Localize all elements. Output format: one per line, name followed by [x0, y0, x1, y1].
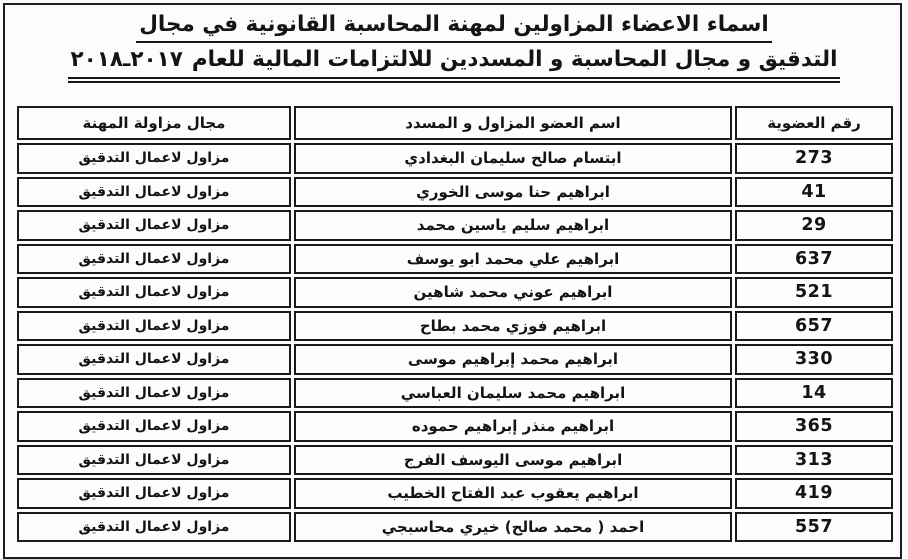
member-row — [17, 378, 893, 409]
member-name-cell: ابراهيم يعقوب عبد الفتاح الخطيب — [294, 478, 732, 509]
membership-number-cell: 273 — [735, 143, 893, 174]
member-row — [17, 210, 893, 241]
member-name-cell: ابراهيم محمد سليمان العباسي — [294, 378, 732, 409]
member-name-cell: ابتسام صالح سليمان البغدادي — [294, 143, 732, 174]
membership-number-cell: 313 — [735, 445, 893, 476]
membership-number-cell: 330 — [735, 344, 893, 375]
member-row — [17, 143, 893, 174]
practice-field-cell: مزاول لاعمال التدقيق — [17, 411, 291, 442]
title-line-2 — [68, 45, 841, 83]
document-title — [0, 8, 908, 83]
header-practice-field: مجال مزاولة المهنة — [17, 106, 291, 140]
header-row — [17, 106, 893, 140]
members-table — [14, 103, 896, 545]
member-row — [17, 445, 893, 476]
member-row — [17, 478, 893, 509]
member-name-cell: احمد ( محمد صالح) خيري محاسبجي — [294, 512, 732, 543]
member-name-cell: ابراهيم عوني محمد شاهين — [294, 277, 732, 308]
member-row — [17, 411, 893, 442]
practice-field-cell: مزاول لاعمال التدقيق — [17, 311, 291, 342]
member-row — [17, 344, 893, 375]
member-name-cell: ابراهيم منذر إبراهيم حموده — [294, 411, 732, 442]
member-row — [17, 512, 893, 543]
member-row — [17, 311, 893, 342]
membership-number-cell: 637 — [735, 244, 893, 275]
table-head — [17, 106, 893, 140]
practice-field-cell: مزاول لاعمال التدقيق — [17, 445, 291, 476]
member-name-cell: ابراهيم محمد إبراهيم موسى — [294, 344, 732, 375]
member-name-cell: ابراهيم حنا موسى الخوري — [294, 177, 732, 208]
member-name-cell: ابراهيم علي محمد ابو يوسف — [294, 244, 732, 275]
practice-field-cell: مزاول لاعمال التدقيق — [17, 210, 291, 241]
header-membership-number: رقم العضوية — [735, 106, 893, 140]
membership-number-cell: 365 — [735, 411, 893, 442]
membership-number-cell: 29 — [735, 210, 893, 241]
title-line-1: اسماء الاعضاء المزاولين لمهنة المحاسبة القانونية في مجال — [136, 10, 772, 43]
practice-field-cell: مزاول لاعمال التدقيق — [17, 478, 291, 509]
membership-number-cell: 419 — [735, 478, 893, 509]
practice-field-cell: مزاول لاعمال التدقيق — [17, 378, 291, 409]
title-line-1-row — [0, 8, 908, 43]
table-body — [17, 143, 893, 542]
membership-number-cell: 557 — [735, 512, 893, 543]
title-line-2-text: التدقيق و مجال المحاسبة و المسددين للالتزامات المالية للعام — [191, 47, 838, 72]
practice-field-cell: مزاول لاعمال التدقيق — [17, 277, 291, 308]
title-year-range: ٢٠١٧ـ٢٠١٨ — [70, 47, 183, 72]
member-name-cell: ابراهيم موسى اليوسف الفرج — [294, 445, 732, 476]
member-name-cell: ابراهيم فوزي محمد بطاح — [294, 311, 732, 342]
practice-field-cell: مزاول لاعمال التدقيق — [17, 143, 291, 174]
member-row — [17, 177, 893, 208]
header-member-name: اسم العضو المزاول و المسدد — [294, 106, 732, 140]
title-line-2-row — [0, 43, 908, 83]
practice-field-cell: مزاول لاعمال التدقيق — [17, 177, 291, 208]
practice-field-cell: مزاول لاعمال التدقيق — [17, 344, 291, 375]
membership-number-cell: 14 — [735, 378, 893, 409]
member-row — [17, 244, 893, 275]
member-row — [17, 277, 893, 308]
membership-number-cell: 521 — [735, 277, 893, 308]
practice-field-cell: مزاول لاعمال التدقيق — [17, 512, 291, 543]
member-name-cell: ابراهيم سليم ياسين محمد — [294, 210, 732, 241]
practice-field-cell: مزاول لاعمال التدقيق — [17, 244, 291, 275]
membership-number-cell: 41 — [735, 177, 893, 208]
membership-number-cell: 657 — [735, 311, 893, 342]
